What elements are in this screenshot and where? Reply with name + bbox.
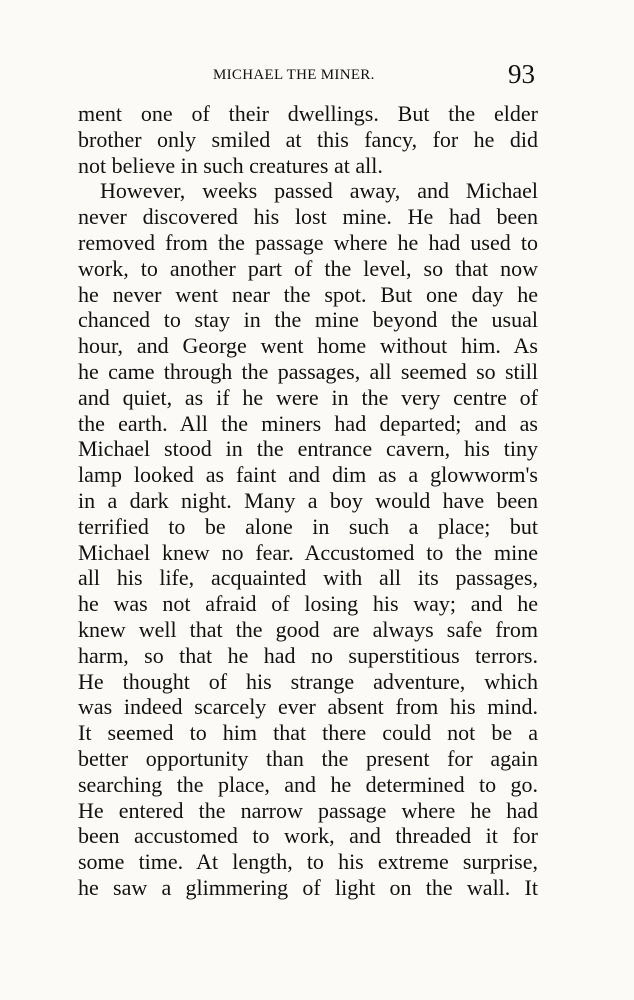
text-line: work, to another part of the level, so that now (78, 255, 538, 281)
text-line: lamp looked as faint and dim as a glowworm's (78, 462, 538, 488)
text-line: hour, and George went home without him. As (78, 333, 538, 359)
text-line: he came through the passages, all seemed so still (78, 358, 538, 384)
text-line: the earth. All the miners had departed; and as (78, 410, 538, 436)
text-line: searching the place, and he determined to go. (78, 771, 538, 797)
text-line: chanced to stay in the mine beyond the usual (78, 307, 538, 333)
text-line: better opportunity than the present for again (78, 745, 538, 771)
text-line: all his life, acquainted with all its passages, (78, 565, 538, 591)
text-line: He thought of his strange adventure, which (78, 668, 538, 694)
text-line: not believe in such creatures at all. (78, 152, 383, 178)
text-line: he saw a glimmering of light on the wall. It (78, 874, 538, 900)
text-line: terrified to be alone in such a place; but (78, 513, 538, 539)
text-line: he was not afraid of losing his way; and he (78, 591, 538, 617)
text-line: However, weeks passed away, and Michael (100, 178, 538, 204)
text-line: been accustomed to work, and threaded it for (78, 823, 538, 849)
text-line: It seemed to him that there could not be a (78, 720, 538, 746)
text-line: ment one of their dwellings. But the elder (78, 101, 538, 126)
text-line: removed from the passage where he had used to (78, 229, 538, 255)
text-line: in a dark night. Many a boy would have been (78, 487, 538, 513)
text-line: he never went near the spot. But one day he (78, 281, 538, 307)
body-text (78, 101, 538, 901)
text-line: He entered the narrow passage where he had (78, 797, 538, 823)
text-line: never discovered his lost mine. He had been (78, 204, 538, 230)
running-title: MICHAEL THE MINER. (213, 67, 375, 83)
text-line: brother only smiled at this fancy, for he did (78, 126, 538, 152)
text-line: harm, so that he had no superstitious terrors. (78, 642, 538, 668)
text-line: Michael knew no fear. Accustomed to the mine (78, 539, 538, 565)
text-line: and quiet, as if he were in the very centre of (78, 384, 538, 410)
text-line: Michael stood in the entrance cavern, his tiny (78, 436, 538, 462)
text-line: some time. At length, to his extreme surprise, (78, 849, 538, 875)
text-line: was indeed scarcely ever absent from his mind. (78, 694, 538, 720)
page-number: 93 (508, 59, 535, 89)
text-line: knew well that the good are always safe from (78, 616, 538, 642)
